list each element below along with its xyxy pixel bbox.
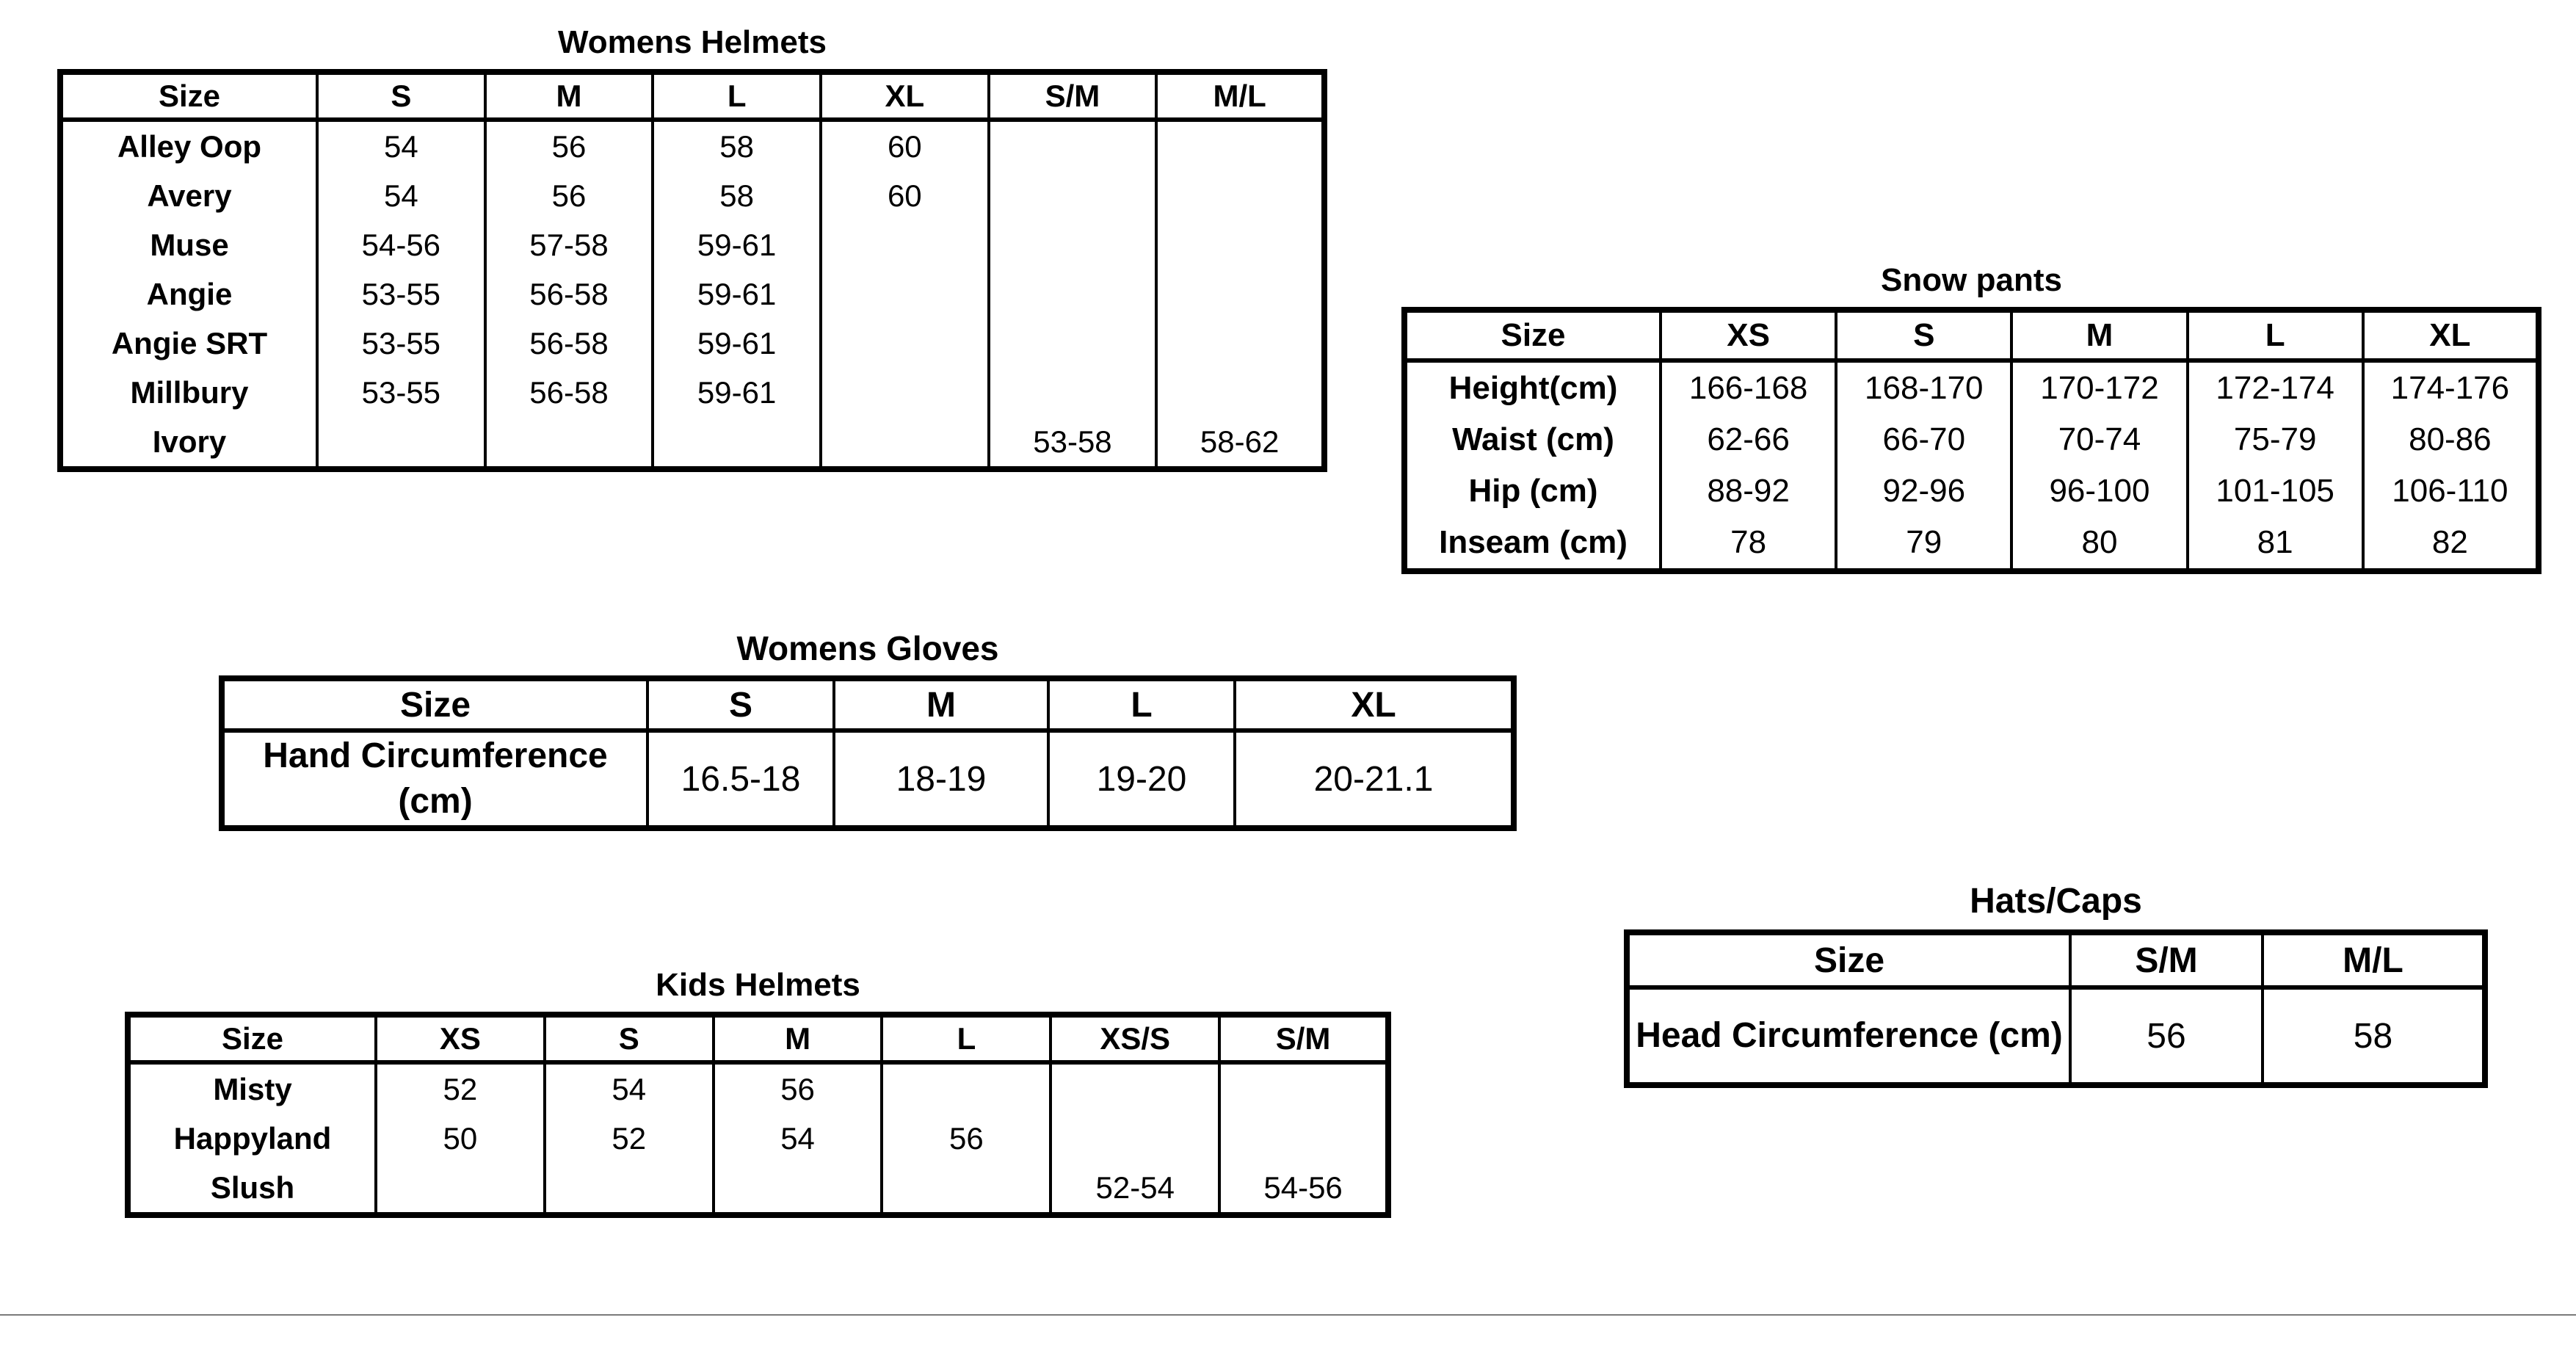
hats-caps-section [1624,884,2488,1088]
header-cell: XL [2363,310,2539,360]
table-row [128,1114,1388,1163]
table-cell: 58 [2263,987,2485,1085]
table-cell: 54 [317,120,485,171]
womens-helmets-title: Womens Helmets [558,24,827,60]
header-cell: L [882,1015,1051,1062]
header-cell: XL [1235,678,1514,730]
table-cell: 54-56 [1219,1163,1388,1215]
table-cell: 50 [376,1114,545,1163]
header-cell: L [1048,678,1235,730]
table-cell: 59-61 [653,269,821,319]
table-cell: 20-21.1 [1235,730,1514,828]
table-cell [545,1163,714,1215]
table-cell [1156,171,1324,220]
table-cell: 54 [317,171,485,220]
table-cell: 57-58 [485,220,653,269]
table-cell: 54 [545,1062,714,1114]
table-cell [1156,220,1324,269]
header-cell: Size [1404,310,1661,360]
header-cell: S/M [989,72,1157,120]
table-cell [821,417,989,469]
row-label: Angie SRT [60,319,317,368]
table-cell [1219,1114,1388,1163]
table-cell: 53-55 [317,368,485,417]
table-cell: 16.5-18 [647,730,834,828]
table-cell: 60 [821,120,989,171]
table-row [1404,517,2539,571]
table-row [1627,987,2485,1085]
header-cell: M [2011,310,2187,360]
kids-helmets-table [125,1012,1391,1218]
table-cell: 172-174 [2188,360,2363,414]
table-cell [882,1062,1051,1114]
table-cell: 53-58 [989,417,1157,469]
table-cell [821,319,989,368]
table-cell: 82 [2363,517,2539,571]
table-cell: 58 [653,171,821,220]
row-label: Slush [128,1163,376,1215]
table-cell: 166-168 [1661,360,1836,414]
table-row [128,1062,1388,1114]
row-label: Misty [128,1062,376,1114]
row-label: Head Circumference (cm) [1627,987,2070,1085]
table-cell: 56 [2070,987,2263,1085]
header-cell: M [714,1015,882,1062]
womens-gloves-section [219,631,1517,831]
table-cell: 168-170 [1836,360,2011,414]
table-cell: 53-55 [317,319,485,368]
snow-pants-table [1401,307,2541,574]
table-cell: 56-58 [485,368,653,417]
table-cell [989,220,1157,269]
table-cell: 52 [545,1114,714,1163]
table-cell [317,417,485,469]
row-label: Waist (cm) [1404,414,1661,465]
table-cell: 174-176 [2363,360,2539,414]
snow-pants-title: Snow pants [1881,262,2062,298]
table-cell: 60 [821,171,989,220]
row-label: Angie [60,269,317,319]
table-cell: 62-66 [1661,414,1836,465]
table-cell [821,368,989,417]
table-cell [821,269,989,319]
table-cell: 88-92 [1661,465,1836,517]
table-cell: 96-100 [2011,465,2187,517]
table-row [60,269,1324,319]
header-cell: Size [128,1015,376,1062]
table-cell: 56 [714,1062,882,1114]
table-cell [1156,368,1324,417]
table-cell: 54-56 [317,220,485,269]
header-cell: L [2188,310,2363,360]
table-cell: 56 [882,1114,1051,1163]
header-cell: Size [1627,932,2070,987]
hats-caps-table [1624,929,2488,1088]
table-cell: 59-61 [653,220,821,269]
row-label: Avery [60,171,317,220]
table-cell: 75-79 [2188,414,2363,465]
header-cell: XL [821,72,989,120]
table-cell: 53-55 [317,269,485,319]
table-row [60,417,1324,469]
header-cell: S/M [1219,1015,1388,1062]
table-cell [882,1163,1051,1215]
table-cell [714,1163,882,1215]
table-cell: 18-19 [834,730,1048,828]
table-cell [1051,1062,1219,1114]
womens-helmets-table [57,69,1327,472]
header-cell: S [647,678,834,730]
table-cell: 66-70 [1836,414,2011,465]
table-cell: 81 [2188,517,2363,571]
table-cell [989,120,1157,171]
table-cell: 106-110 [2363,465,2539,517]
table-row [222,730,1514,828]
table-row [1404,360,2539,414]
table-cell [376,1163,545,1215]
table-row [60,171,1324,220]
table-cell: 56 [485,171,653,220]
table-cell: 58-62 [1156,417,1324,469]
table-cell [485,417,653,469]
row-label: Muse [60,220,317,269]
table-row [60,368,1324,417]
table-cell [1156,269,1324,319]
header-cell: M/L [1156,72,1324,120]
header-cell: Size [60,72,317,120]
header-cell: S [1836,310,2011,360]
header-cell: Size [222,678,647,730]
table-cell: 19-20 [1048,730,1235,828]
table-cell [653,417,821,469]
table-cell: 170-172 [2011,360,2187,414]
header-cell: M [834,678,1048,730]
table-cell [1051,1114,1219,1163]
table-cell [821,220,989,269]
kids-helmets-title: Kids Helmets [656,967,860,1003]
header-cell: S [545,1015,714,1062]
row-label: Happyland [128,1114,376,1163]
womens-helmets-section [57,26,1327,472]
header-cell: S [317,72,485,120]
table-cell [1156,120,1324,171]
table-cell: 70-74 [2011,414,2187,465]
table-header-row [128,1015,1388,1062]
table-header-row [60,72,1324,120]
table-row [1404,465,2539,517]
header-cell: XS [376,1015,545,1062]
table-cell: 101-105 [2188,465,2363,517]
table-row [1404,414,2539,465]
womens-gloves-table [219,675,1517,831]
hats-caps-title: Hats/Caps [1970,882,2142,921]
table-cell: 58 [653,120,821,171]
table-cell: 59-61 [653,319,821,368]
table-cell: 59-61 [653,368,821,417]
header-cell: S/M [2070,932,2263,987]
table-header-row [222,678,1514,730]
table-header-row [1404,310,2539,360]
row-label: Height(cm) [1404,360,1661,414]
row-label: Millbury [60,368,317,417]
table-cell [989,269,1157,319]
table-cell: 80 [2011,517,2187,571]
table-header-row [1627,932,2485,987]
header-cell: M [485,72,653,120]
table-cell [989,319,1157,368]
table-row [60,220,1324,269]
table-cell: 79 [1836,517,2011,571]
header-cell: L [653,72,821,120]
table-cell: 56 [485,120,653,171]
header-cell: XS [1661,310,1836,360]
table-cell [1219,1062,1388,1114]
header-cell: M/L [2263,932,2485,987]
table-cell: 80-86 [2363,414,2539,465]
bottom-divider [0,1314,2576,1316]
table-row [60,120,1324,171]
table-cell [989,368,1157,417]
kids-helmets-section [125,969,1391,1218]
snow-pants-section [1401,264,2541,574]
row-label: Alley Oop [60,120,317,171]
row-label: Ivory [60,417,317,469]
row-label: Hand Circumference (cm) [222,730,647,828]
table-cell: 56-58 [485,319,653,368]
table-cell: 56-58 [485,269,653,319]
table-cell [1156,319,1324,368]
row-label: Hip (cm) [1404,465,1661,517]
header-cell: XS/S [1051,1015,1219,1062]
table-cell: 52 [376,1062,545,1114]
row-label: Inseam (cm) [1404,517,1661,571]
table-cell: 92-96 [1836,465,2011,517]
table-row [128,1163,1388,1215]
table-row [60,319,1324,368]
table-cell: 52-54 [1051,1163,1219,1215]
table-cell [989,171,1157,220]
table-cell: 54 [714,1114,882,1163]
womens-gloves-title: Womens Gloves [736,629,999,667]
table-cell: 78 [1661,517,1836,571]
